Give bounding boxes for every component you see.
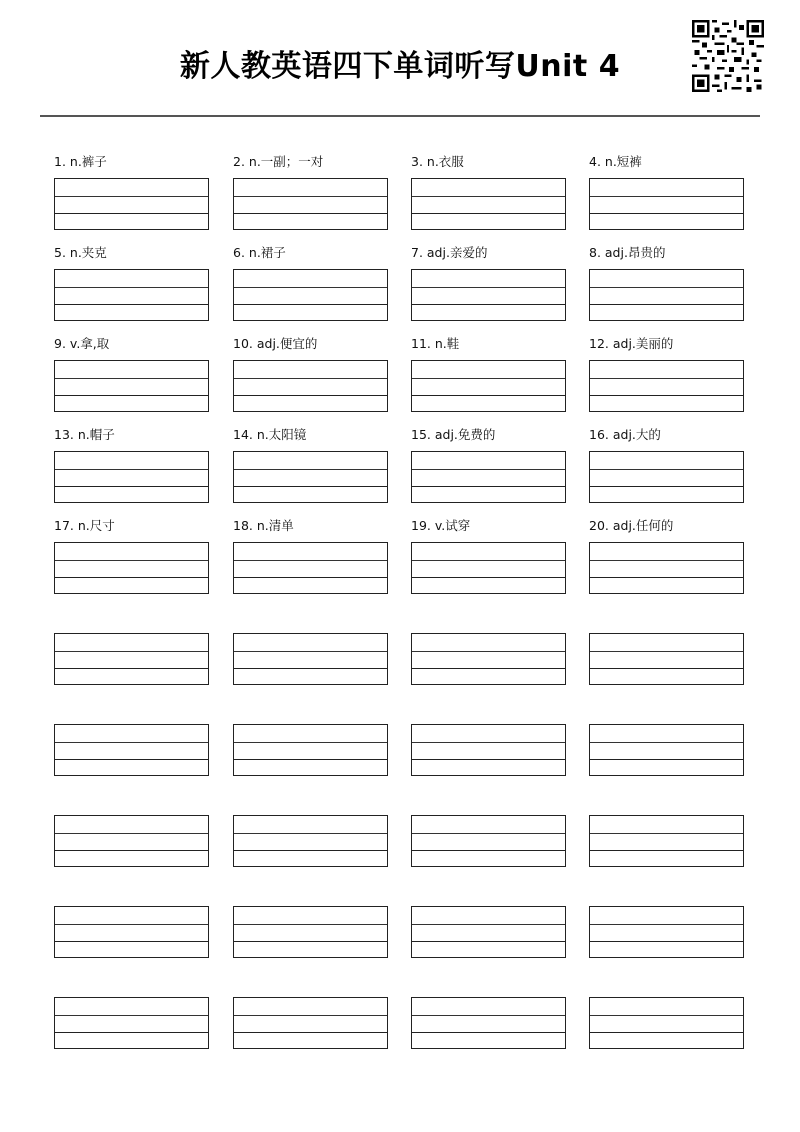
word-prompt: 18. n.清单 <box>233 518 294 533</box>
word-prompt: 2. n.一副；一对 <box>233 154 324 169</box>
writing-box <box>411 451 566 503</box>
writing-box <box>54 724 209 776</box>
writing-box <box>411 906 566 958</box>
writing-box <box>54 451 209 503</box>
writing-box <box>589 815 744 867</box>
writing-box <box>233 542 388 594</box>
word-prompt: 19. v.试穿 <box>411 518 471 533</box>
writing-box <box>54 269 209 321</box>
writing-box <box>233 724 388 776</box>
writing-box <box>589 542 744 594</box>
writing-box <box>589 633 744 685</box>
writing-box <box>589 724 744 776</box>
writing-box <box>233 269 388 321</box>
writing-box <box>411 178 566 230</box>
writing-box <box>589 360 744 412</box>
word-prompt: 13. n.帽子 <box>54 427 115 442</box>
word-prompt: 4. n.短裤 <box>589 154 642 169</box>
word-prompt: 8. adj.昂贵的 <box>589 245 666 260</box>
writing-box <box>411 997 566 1049</box>
writing-box <box>589 906 744 958</box>
writing-box <box>233 451 388 503</box>
word-prompt: 1. n.裤子 <box>54 154 107 169</box>
writing-box <box>54 815 209 867</box>
word-prompt: 14. n.太阳镜 <box>233 427 307 442</box>
writing-box <box>54 906 209 958</box>
writing-box <box>233 997 388 1049</box>
writing-box <box>233 633 388 685</box>
writing-box <box>411 724 566 776</box>
writing-box <box>411 542 566 594</box>
writing-box <box>54 997 209 1049</box>
word-prompt: 10. adj.便宜的 <box>233 336 318 351</box>
word-prompt: 6. n.裙子 <box>233 245 286 260</box>
writing-box <box>411 815 566 867</box>
writing-box <box>233 360 388 412</box>
word-prompt: 16. adj.大的 <box>589 427 661 442</box>
word-prompt: 11. n.鞋 <box>411 336 460 351</box>
writing-box <box>411 269 566 321</box>
word-prompt: 12. adj.美丽的 <box>589 336 674 351</box>
word-prompt: 17. n.尺寸 <box>54 518 115 533</box>
writing-box <box>411 360 566 412</box>
writing-box <box>589 178 744 230</box>
word-prompt: 20. adj.任何的 <box>589 518 674 533</box>
word-prompt: 9. v.拿,取 <box>54 336 110 351</box>
writing-box <box>233 815 388 867</box>
word-prompt: 5. n.夹克 <box>54 245 107 260</box>
writing-box <box>54 178 209 230</box>
writing-box <box>589 451 744 503</box>
writing-box <box>54 633 209 685</box>
writing-box <box>589 269 744 321</box>
word-prompt: 15. adj.免费的 <box>411 427 496 442</box>
page-title: 新人教英语四下单词听写Unit 4 <box>179 49 621 84</box>
writing-box <box>411 633 566 685</box>
writing-box <box>589 997 744 1049</box>
word-prompt: 7. adj.亲爱的 <box>411 245 488 260</box>
writing-box <box>233 178 388 230</box>
writing-box <box>233 906 388 958</box>
writing-box <box>54 360 209 412</box>
word-prompt: 3. n.衣服 <box>411 154 464 169</box>
writing-box <box>54 542 209 594</box>
